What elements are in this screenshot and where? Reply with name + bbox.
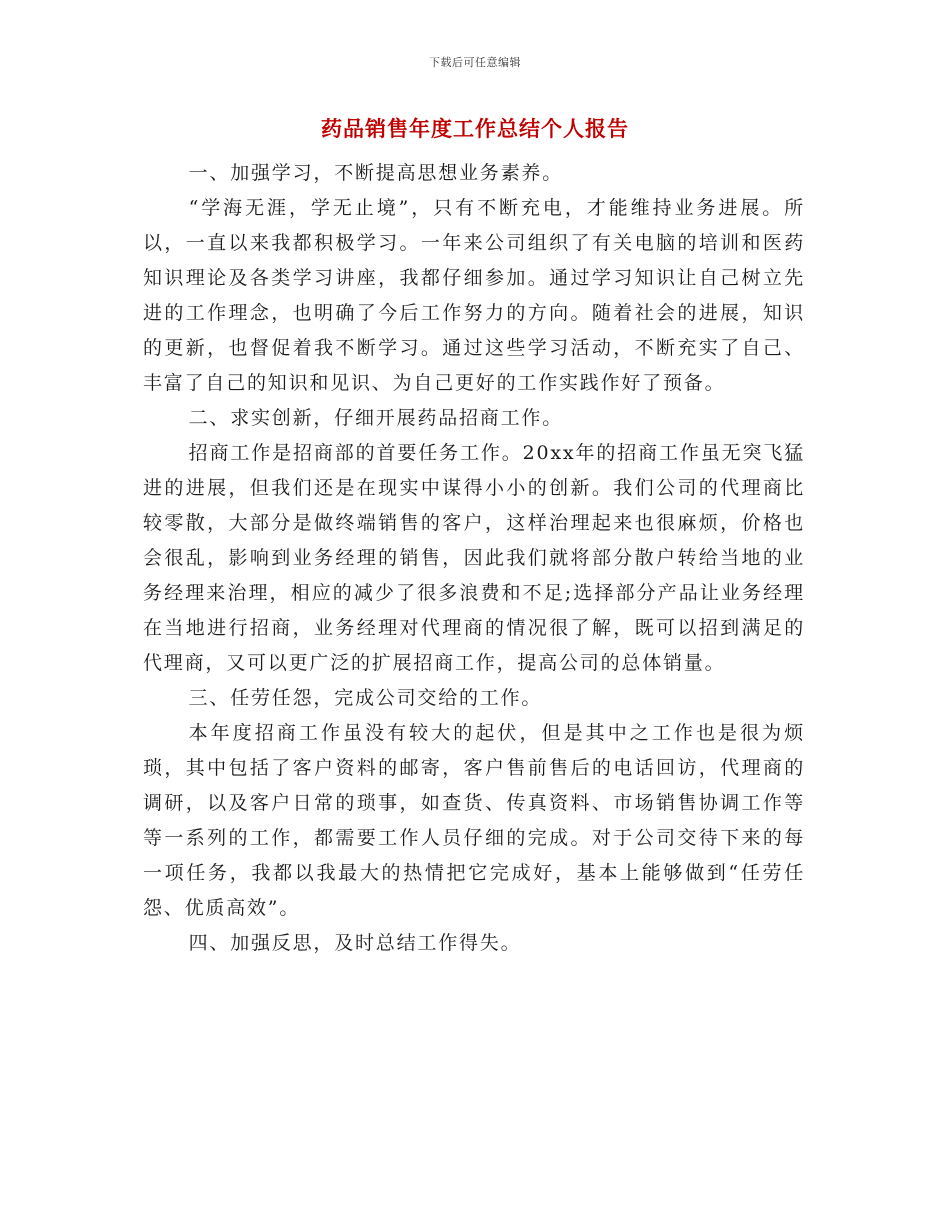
body-paragraph-1: “学海无涯，学无止境”，只有不断充电，才能维持业务进展。所以，一直以来我都积极学习。一年来公司组织了有关电脑的培训和医药知识理论及各类学习讲座，我都仔细参加。通过学习知识让自己树立先进的工作理念，也明确了今后工作努力的方向。随着社会的进展，知识的更新，也督促着我不断学习。通过这些学习活动，不断充实了自己、丰富了自己的知识和见识、为自己更好的工作实践作好了预备。 xyxy=(143,197,805,394)
section-heading-2: 二、求实创新，仔细开展药品招商工作。 xyxy=(188,407,563,429)
section-heading-1: 一、加强学习，不断提高思想业务素养。 xyxy=(188,162,563,184)
document-title: 药品销售年度工作总结个人报告 xyxy=(321,116,629,141)
section-heading-3: 三、任劳任怨，完成公司交给的工作。 xyxy=(188,687,543,709)
page-header-note: 下载后可任意编辑 xyxy=(429,56,521,69)
body-paragraph-2: 招商工作是招商部的首要任务工作。20xx年的招商工作虽无突飞猛进的进展，但我们还是在现实中谋得小小的创新。我们公司的代理商比较零散，大部分是做终端销售的客户，这样治理起来也很麻烦，价格也会很乱，影响到业务经理的销售，因此我们就将部分散户转给当地的业务经理来治理，相应的减少了很多浪费和不足;选择部分产品让业务经理在当地进行招商，业务经理对代理商的情况很了解，既可以招到满足的代理商，又可以更广泛的扩展招商工作，提高公司的总体销量。 xyxy=(143,442,805,674)
body-paragraph-3: 本年度招商工作虽没有较大的起伏，但是其中之工作也是很为烦琐，其中包括了客户资料的邮寄，客户售前售后的电话回访，代理商的调研，以及客户日常的琐事，如查货、传真资料、市场销售协调工作等等一系列的工作，都需要工作人员仔细的完成。对于公司交待下来的每一项任务，我都以我最大的热情把它完成好，基本上能够做到“任劳任怨、优质高效”。 xyxy=(143,722,805,919)
document-body xyxy=(143,156,805,961)
section-heading-4: 四、加强反思，及时总结工作得失。 xyxy=(188,932,522,954)
